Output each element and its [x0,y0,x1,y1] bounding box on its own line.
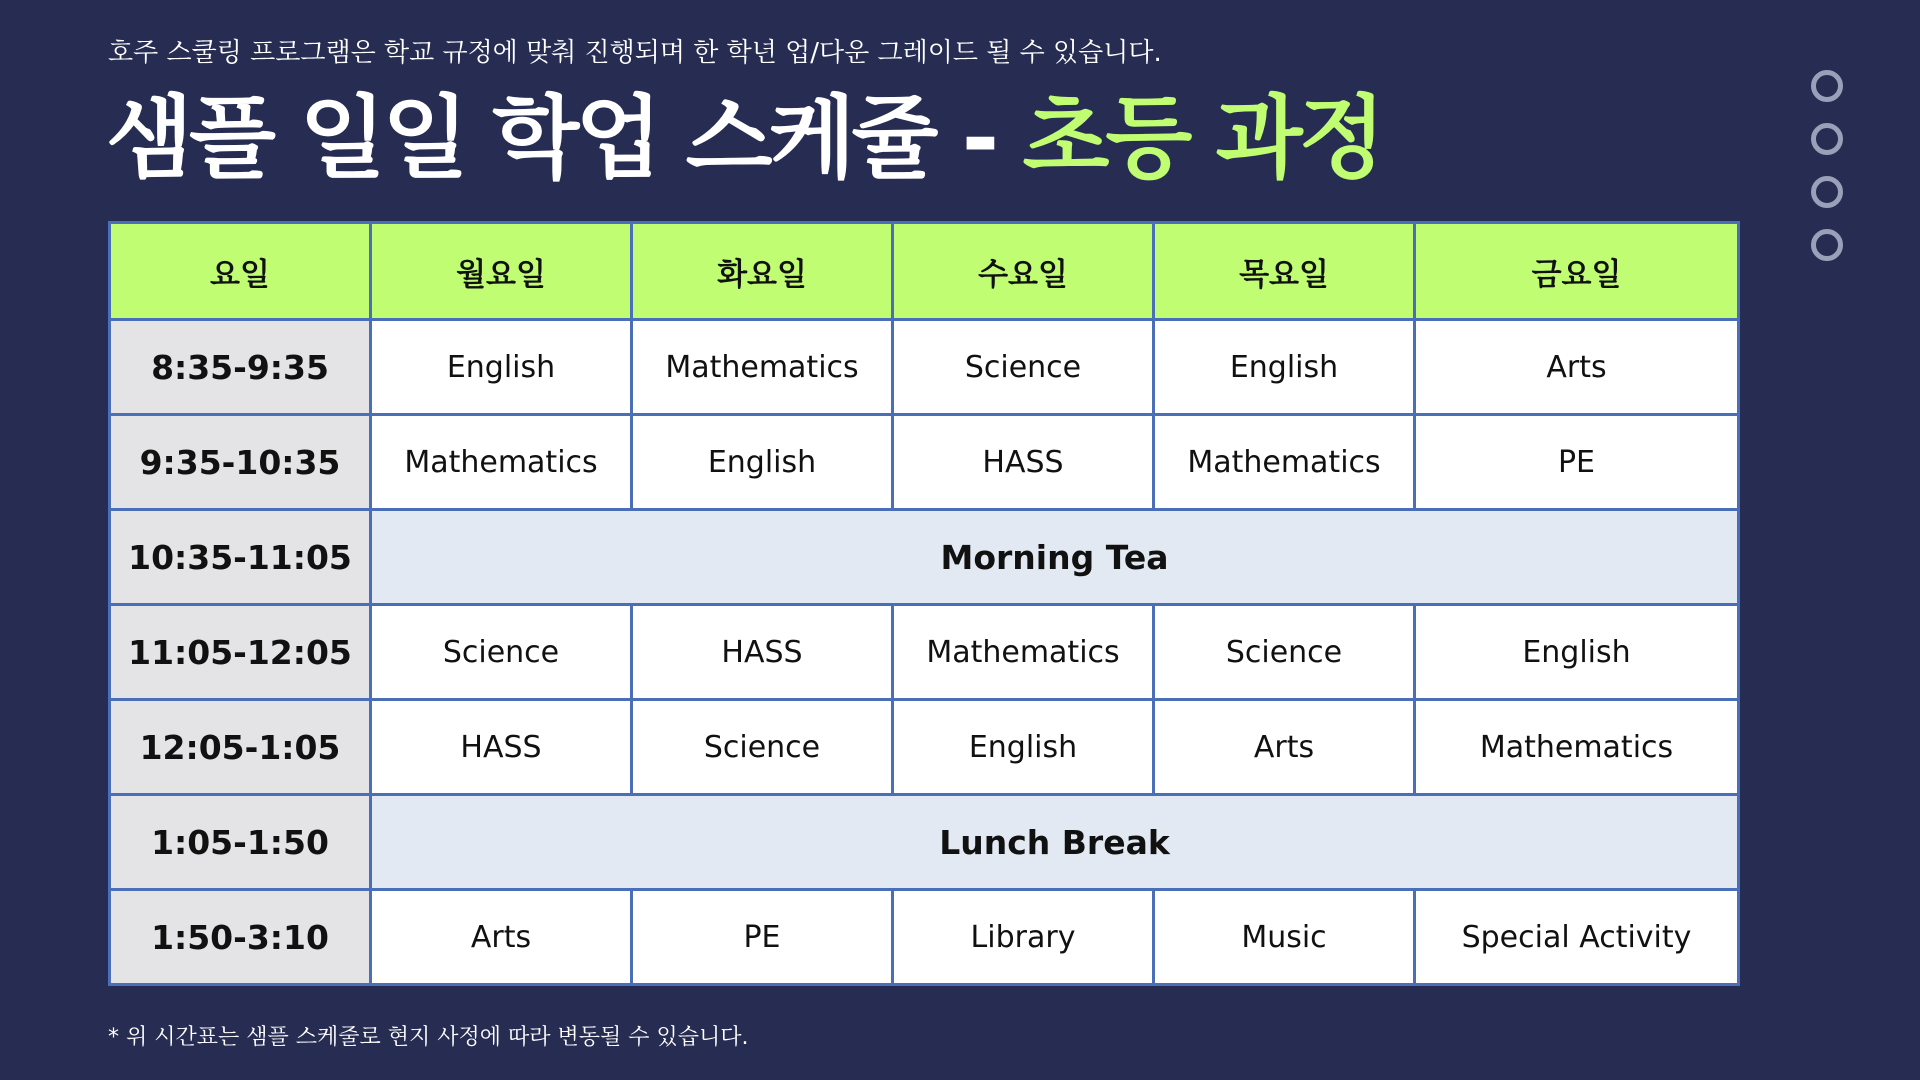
break-cell-lunch: Lunch Break [371,795,1739,890]
time-cell: 1:05-1:50 [110,795,371,890]
page-title-main: 샘플 일일 학업 스케쥴 - [106,86,1023,191]
schedule-table [108,221,1740,986]
page-title [106,84,1382,194]
subject-cell: English [893,700,1154,795]
pagination-dots [1811,70,1843,261]
subject-cell: English [371,320,632,415]
subject-cell: HASS [632,605,893,700]
subject-cell: Music [1154,890,1415,985]
pagination-dot-1[interactable] [1811,70,1843,102]
time-cell: 1:50-3:10 [110,890,371,985]
subject-cell: English [1154,320,1415,415]
subject-cell: Science [632,700,893,795]
pagination-dot-2[interactable] [1811,123,1843,155]
subject-cell: Special Activity [1415,890,1739,985]
subject-cell: PE [1415,415,1739,510]
table-row-break [110,795,1739,890]
table-row [110,700,1739,795]
time-cell: 11:05-12:05 [110,605,371,700]
subject-cell: Arts [1415,320,1739,415]
table-row [110,415,1739,510]
pagination-dot-4[interactable] [1811,229,1843,261]
subject-cell: Library [893,890,1154,985]
table-row-break [110,510,1739,605]
header-monday: 월요일 [371,223,632,320]
subject-cell: Science [1154,605,1415,700]
time-cell: 9:35-10:35 [110,415,371,510]
table-row [110,890,1739,985]
table-row [110,320,1739,415]
time-cell: 12:05-1:05 [110,700,371,795]
table-header-row [110,223,1739,320]
time-cell: 8:35-9:35 [110,320,371,415]
header-thursday: 목요일 [1154,223,1415,320]
header-wednesday: 수요일 [893,223,1154,320]
subject-cell: HASS [893,415,1154,510]
header-friday: 금요일 [1415,223,1739,320]
subject-cell: Arts [1154,700,1415,795]
subject-cell: Mathematics [371,415,632,510]
subtitle: 호주 스쿨링 프로그램은 학교 규정에 맞춰 진행되며 한 학년 업/다운 그레이드 될 수 있습니다. [108,38,1162,68]
subject-cell: Mathematics [632,320,893,415]
subject-cell: Science [371,605,632,700]
subject-cell: HASS [371,700,632,795]
table-row [110,605,1739,700]
subject-cell: PE [632,890,893,985]
subject-cell: Science [893,320,1154,415]
subject-cell: English [632,415,893,510]
header-tuesday: 화요일 [632,223,893,320]
subject-cell: Arts [371,890,632,985]
page-title-accent: 초등 과정 [1022,86,1382,191]
header-day-label: 요일 [110,223,371,320]
subject-cell: Mathematics [1415,700,1739,795]
break-cell-morning-tea: Morning Tea [371,510,1739,605]
subject-cell: English [1415,605,1739,700]
subject-cell: Mathematics [1154,415,1415,510]
subject-cell: Mathematics [893,605,1154,700]
pagination-dot-3[interactable] [1811,176,1843,208]
time-cell: 10:35-11:05 [110,510,371,605]
footnote: * 위 시간표는 샘플 스케줄로 현지 사정에 따라 변동될 수 있습니다. [108,1025,749,1050]
